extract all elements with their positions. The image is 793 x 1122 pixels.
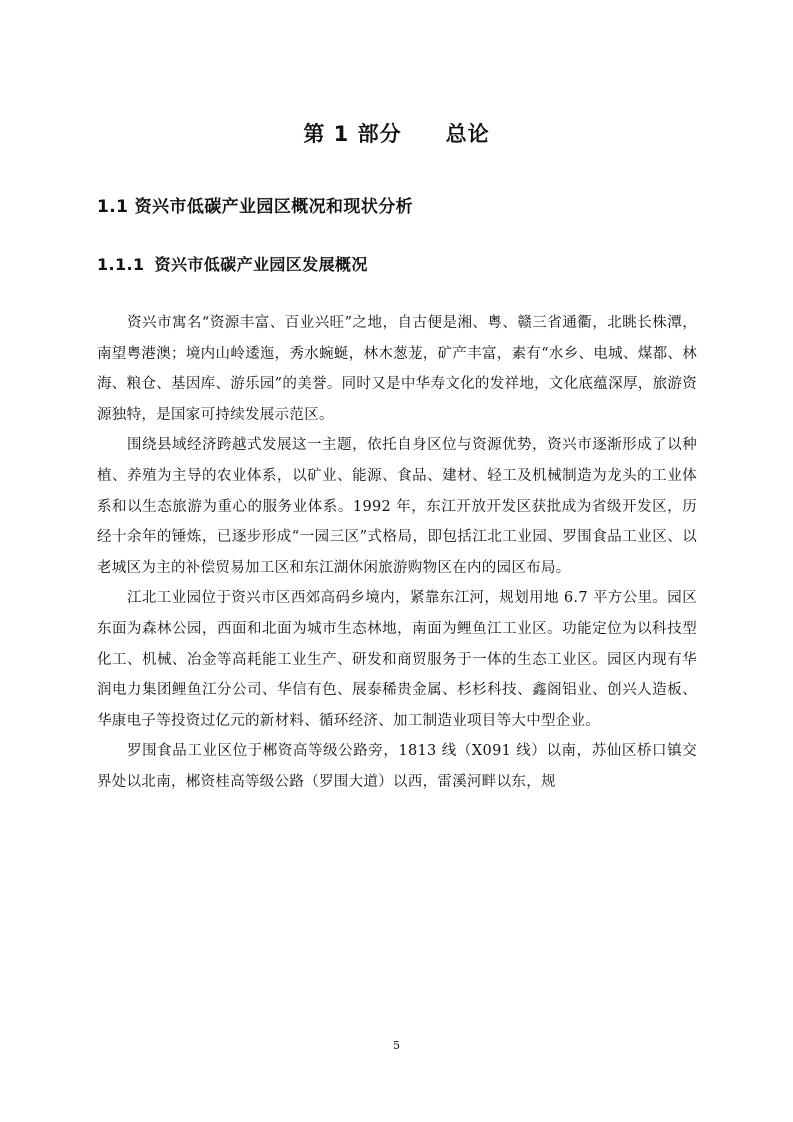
section-title: 1.1 资兴市低碳产业园区概况和现状分析 — [97, 197, 414, 217]
page-number: 5 — [393, 1039, 400, 1052]
subsection-title — [97, 252, 368, 275]
body-text — [97, 308, 697, 798]
paragraph: 围绕县域经济跨越式发展这一主题，依托自身区位与资源优势，资兴市逐渐形成了以种植、养殖为主导的农业体系，以矿业、能源、食品、建材、轻工及机械制造为龙头的工业体系和以生态旅游为重心的服务业体系。1992 年，东江开放开发区获批成为省级开发区，历经十余年的锤炼，已逐步形成“一园三区”式格局，即包括江北工业园、罗围食品工业区、以老城区为主的补偿贸易加工区和东江湖休闲旅游购物区在内的园区布局。 — [97, 437, 697, 576]
part-title — [0, 118, 793, 148]
subsection-title-text: 资兴市低碳产业园区发展概况 — [154, 255, 368, 274]
part-title-number: 第 1 部分 — [303, 122, 402, 146]
paragraph: 资兴市寓名“资源丰富、百业兴旺”之地，自古便是湘、粤、赣三省通衢，北眺长株潭，南望粤港澳；境内山岭逶迤，秀水蜿蜒，林木葱茏，矿产丰富，素有“水乡、电城、煤都、林海、粮仓、基因库、游乐园”的美誉。同时又是中华寿文化的发祥地，文化底蕴深厚，旅游资源独特，是国家可持续发展示范区。 — [97, 315, 697, 423]
paragraph: 罗围食品工业区位于郴资高等级公路旁，1813 线（X091 线）以南，苏仙区桥口镇交界处以北南，郴资桂高等级公路（罗围大道）以西，雷溪河畔以东，规 — [97, 743, 697, 790]
subsection-number: 1.1.1 — [97, 255, 145, 274]
paragraph: 江北工业园位于资兴市区西郊高码乡境内，紧靠东江河，规划用地 6.7 平方公里。园区东面为森林公园，西面和北面为城市生态林地，南面为鲤鱼江工业区。功能定位为以科技型化工、机械、冶金等高耗能工业生产、研发和商贸服务于一体的生态工业区。园区内现有华润电力集团鲤鱼江分公司、华信有色、展泰稀贵金属、杉杉科技、鑫阁铝业、创兴人造板、华康电子等投资过亿元的新材料、循环经济、加工制造业项目等大中型企业。 — [97, 590, 697, 729]
part-title-text: 总论 — [445, 122, 490, 146]
